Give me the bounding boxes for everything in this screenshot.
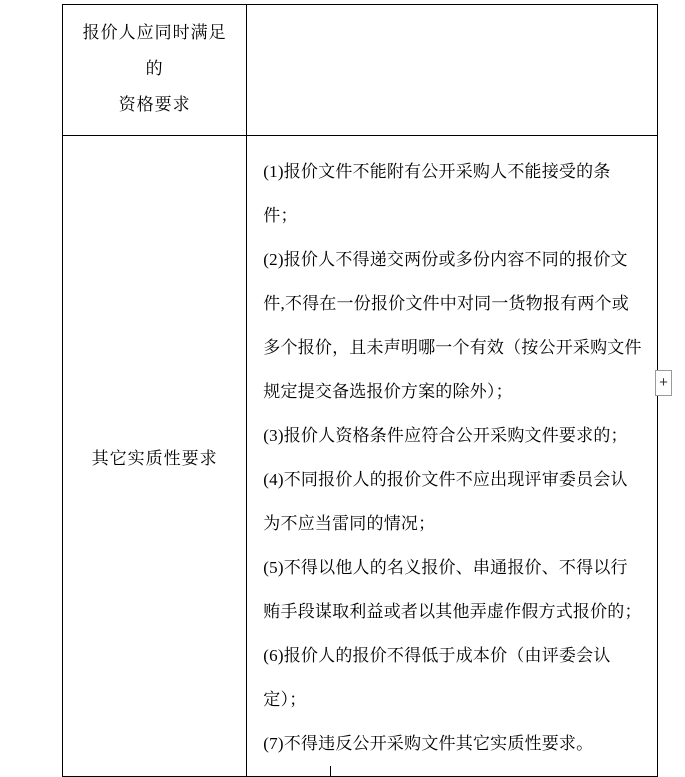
clause-item: (7)不得违反公开采购文件其它实质性要求。 (263, 734, 594, 753)
label-line-2: 资格要求 (118, 95, 191, 114)
clause-item: (5)不得以他人的名义报价、串通报价、不得以行贿手段谋取利益或者以其他弄虚作假方式报价的； (263, 558, 642, 621)
clause-item: (6)报价人的报价不得低于成本价（由评委会认定）； (263, 646, 611, 709)
qualification-requirements-label-cell (63, 5, 247, 136)
next-table-row-fragment (330, 766, 658, 776)
table-row (63, 136, 658, 777)
clause-item: (2)报价人不得递交两份或多份内容不同的报价文件,不得在一份报价文件中对同一货物报有两个或多个报价，且未声明哪一个有效（按公开采购文件规定提交备选报价方案的除外）； (263, 250, 642, 401)
qualification-requirements-content-cell (247, 5, 658, 136)
table-row (63, 5, 658, 136)
clause-item: (4)不同报价人的报价文件不应出现评审委员会认为不应当雷同的情况； (263, 470, 628, 533)
clause-item: (3)报价人资格条件应符合公开采购文件要求的； (263, 426, 628, 445)
other-substantive-requirements-content-cell (247, 136, 658, 777)
clause-item: (1)报价文件不能附有公开采购人不能接受的条件； (263, 162, 611, 225)
other-substantive-requirements-label-cell: 其它实质性要求 (63, 136, 247, 777)
requirements-table (62, 4, 658, 777)
label-line-1: 报价人应同时满足的 (82, 23, 227, 78)
table-resize-handle[interactable]: + (655, 370, 672, 396)
